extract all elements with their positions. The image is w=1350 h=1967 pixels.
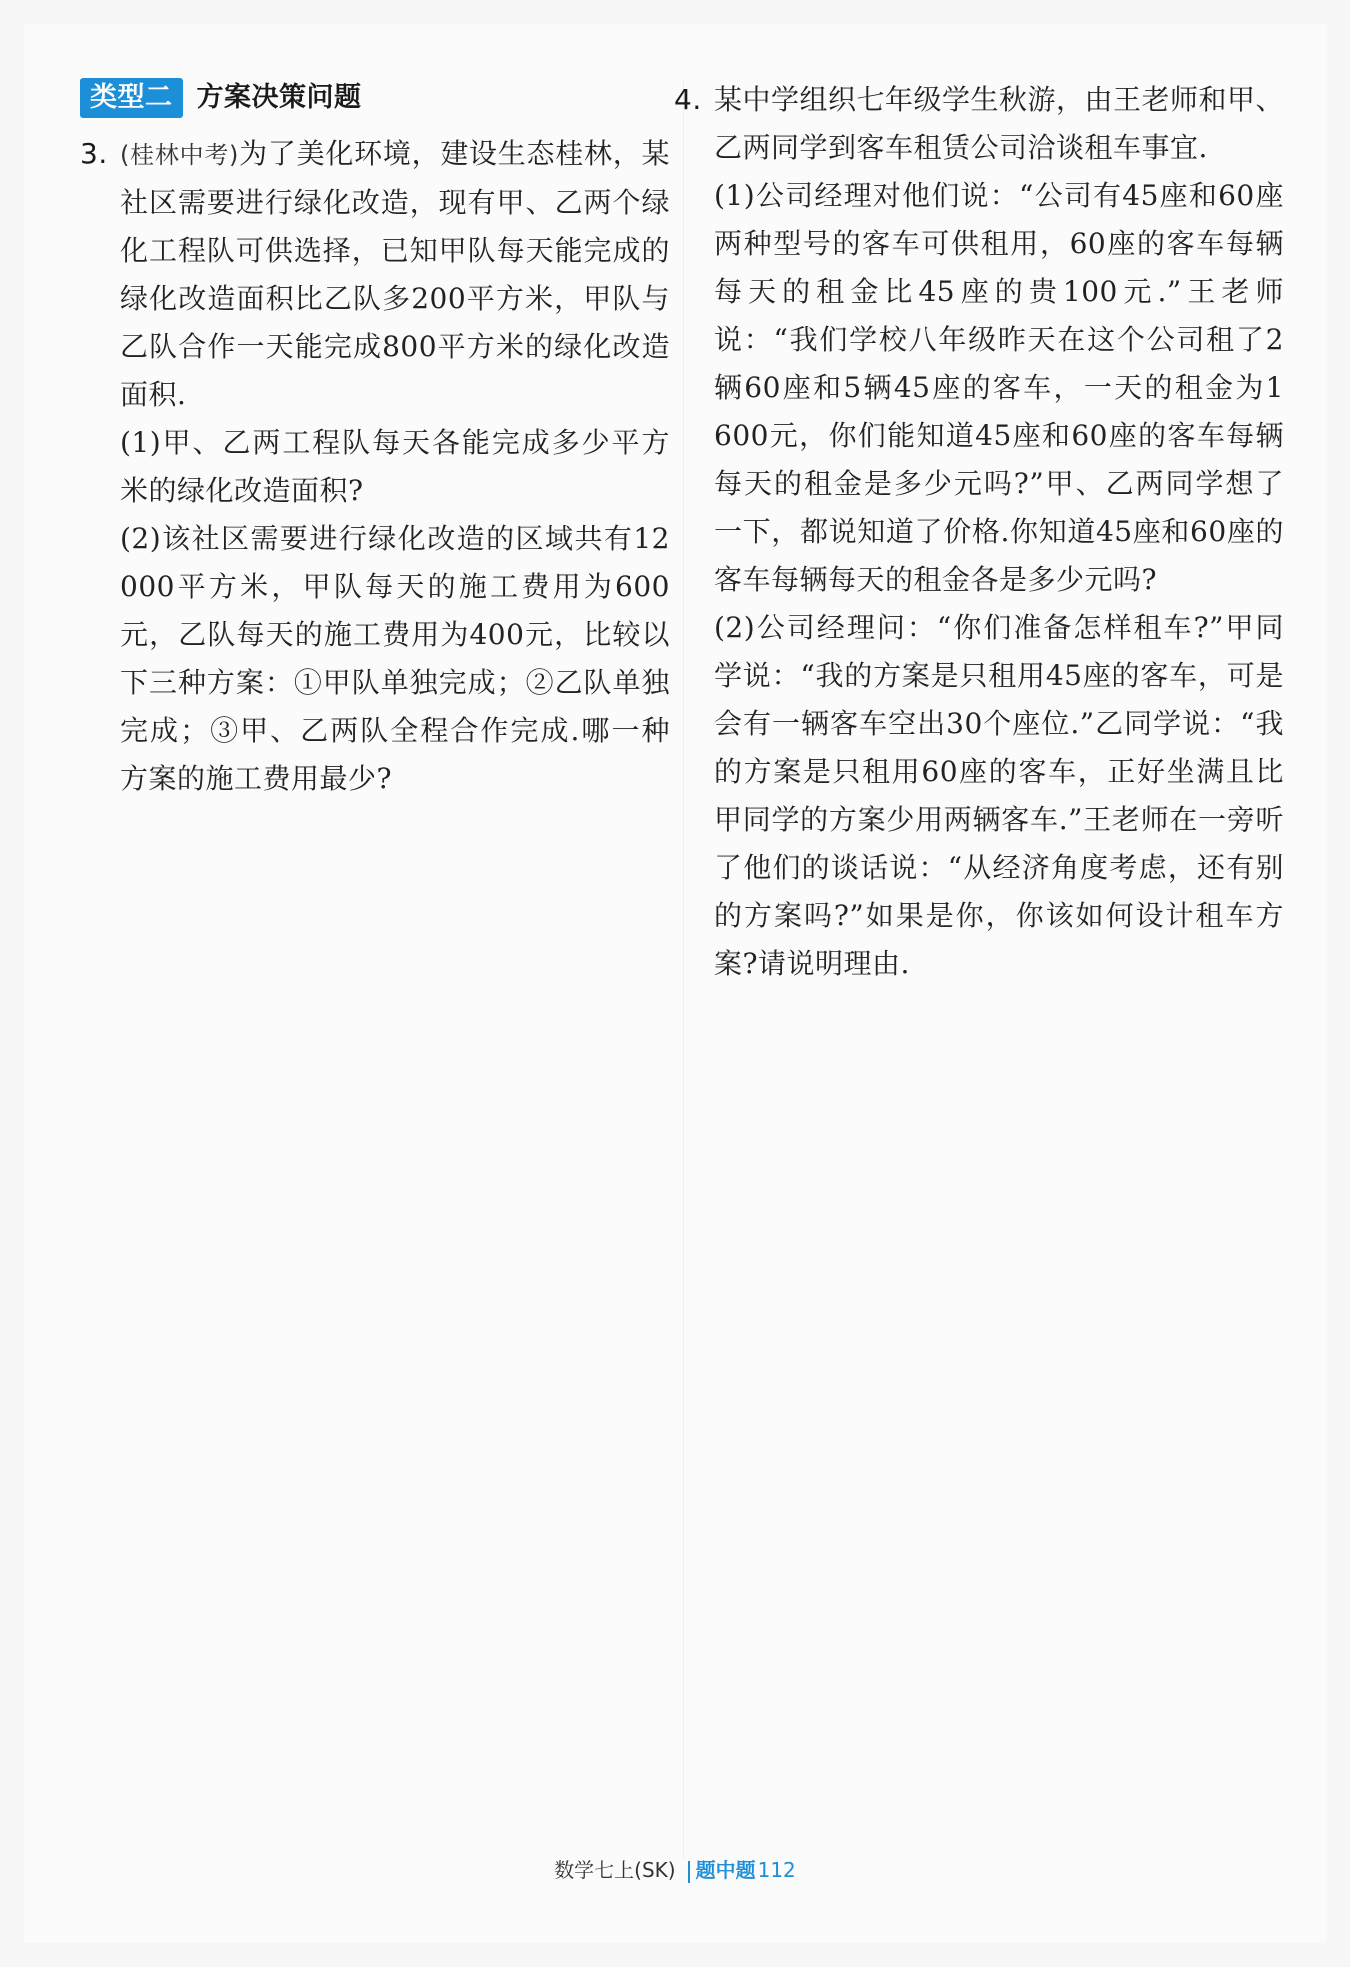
problem-3-source: (桂林中考)	[120, 141, 239, 169]
section-title: 方案决策问题	[196, 82, 362, 113]
footer-brand: 题中题	[695, 1858, 756, 1882]
problem-4-question-2: (2)公司经理问：“你们准备怎样租车?”甲同学说：“我的方案是只租用45座的客车，可是会有一辆客车空出30个座位.”乙同学说：“我的方案是只租用60座的客车，正好坐满且比甲同学的方案少用两辆客车.”王老师在一旁听了他们的谈话说：“从经济角度考虑，还有别的方案吗?”如果是你，你该如何设计租车方案?请说明理由.	[714, 611, 1284, 980]
section-header	[80, 76, 670, 120]
problem-3	[80, 130, 670, 803]
problem-3-question-2: (2)该社区需要进行绿化改造的区域共有12 000平方米，甲队每天的施工费用为600元，乙队每天的施工费用为400元，比较以下三种方案：①甲队单独完成；②乙队单独完成；③甲、乙两队全程合作完成.哪一种方案的施工费用最少?	[120, 522, 670, 795]
section-badge: 类型二	[80, 78, 183, 118]
problem-3-number: 3.	[80, 137, 108, 170]
footer-book-title: 数学七上(SK)	[554, 1858, 676, 1882]
problem-3-stem-text: 为了美化环境，建设生态桂林，某社区需要进行绿化改造，现有甲、乙两个绿化工程队可供选择，已知甲队每天能完成的绿化改造面积比乙队多200平方米，甲队与乙队合作一天能完成800平方米的绿化改造面积.	[120, 137, 670, 411]
problem-3-question-1: (1)甲、乙两工程队每天各能完成多少平方米的绿化改造面积?	[120, 426, 670, 507]
problem-4	[674, 76, 1284, 988]
footer-page-number: 112	[757, 1858, 796, 1882]
problem-4-question-1: (1)公司经理对他们说：“公司有45座和60座两种型号的客车可供租用，60座的客车每辆每天的租金比45座的贵100元.”王老师说：“我们学校八年级昨天在这个公司租了2辆60座和5辆45座的客车，一天的租金为1 600元，你们能知道45座和60座的客车每辆每天的租金是多少元吗?”甲、乙两同学想了一下，都说知道了价格.你知道45座和60座的客车每辆每天的租金各是多少元吗?	[714, 179, 1284, 596]
problem-3-stem	[120, 130, 670, 419]
page-footer	[0, 1854, 1350, 1883]
problem-4-number: 4.	[674, 83, 702, 116]
right-column	[674, 76, 1284, 988]
footer-separator	[688, 1861, 690, 1883]
left-column	[80, 76, 670, 803]
problem-4-stem: 某中学组织七年级学生秋游，由王老师和甲、乙两同学到客车租赁公司洽谈租车事宜.	[714, 83, 1285, 164]
